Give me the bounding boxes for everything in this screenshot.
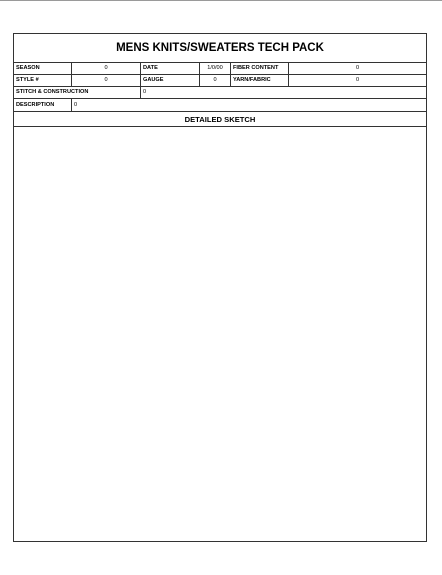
gauge-value[interactable]: 0 <box>213 77 217 83</box>
tech-pack-title: MENS KNITS/SWEATERS TECH PACK <box>14 34 426 63</box>
style-label: STYLE # <box>16 77 39 83</box>
row-style <box>14 75 426 87</box>
row-stitch <box>14 87 426 99</box>
row-description <box>14 99 426 112</box>
date-value[interactable]: 1/0/00 <box>207 65 223 71</box>
sketch-area[interactable] <box>14 127 426 541</box>
date-label: DATE <box>143 65 158 71</box>
fiber-content-value[interactable]: 0 <box>355 65 360 71</box>
fiber-content-label: FIBER CONTENT <box>233 65 279 71</box>
top-border-line <box>0 0 442 1</box>
gauge-label: GAUGE <box>143 77 164 83</box>
tech-pack-sheet <box>13 33 427 542</box>
description-label: DESCRIPTION <box>16 102 55 108</box>
style-value[interactable]: 0 <box>104 77 108 83</box>
description-value[interactable]: 0 <box>74 102 78 108</box>
stitch-construction-label: STITCH & CONSTRUCTION <box>16 89 89 95</box>
detailed-sketch-header: DETAILED SKETCH <box>14 112 426 127</box>
stitch-construction-value[interactable]: 0 <box>143 89 147 95</box>
season-label: SEASON <box>16 65 40 71</box>
yarn-fabric-label: YARN/FABRIC <box>233 77 271 83</box>
yarn-fabric-value[interactable]: 0 <box>355 77 360 83</box>
season-value[interactable]: 0 <box>104 65 108 71</box>
row-season <box>14 63 426 75</box>
